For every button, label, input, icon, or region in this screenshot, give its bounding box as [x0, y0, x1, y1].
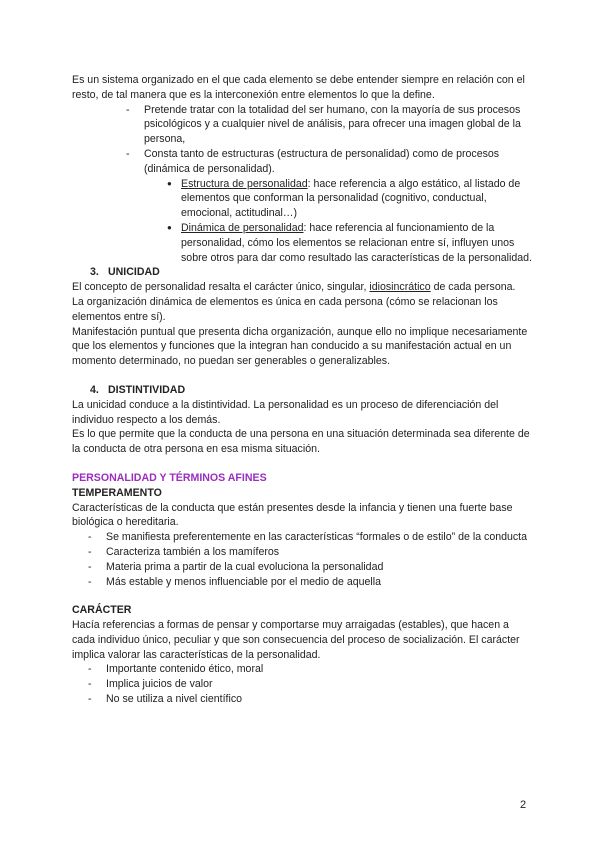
intro-dash-list: [72, 103, 532, 177]
list-item: - Caracteriza también a los mamíferos: [72, 545, 532, 560]
intro-paragraph: Es un sistema organizado en el que cada elemento se debe entender siempre en relación con el resto, de tal manera que es la interconexión entre elementos lo que la define.: [72, 74, 525, 101]
unicidad-heading: [72, 265, 532, 280]
term-definition: : hace referencia al funcionamiento de la personalidad, cómo los elementos se relacionan entre sí, influyen unos sobre otros para dar como resultado las características de la personalidad.: [181, 221, 532, 264]
intro-bullet-list: [72, 177, 532, 266]
caracter-list: [72, 662, 532, 706]
list-item: [72, 221, 532, 265]
temperamento-list: [72, 530, 532, 589]
list-item: [72, 177, 532, 221]
list-item: - Más estable y menos influenciable por el medio de aquella: [72, 575, 532, 590]
heading-number: 4.: [90, 383, 99, 396]
page-number: 2: [520, 799, 527, 811]
list-item: - Consta tanto de estructuras (estructura de personalidad) como de procesos (dinámica de personalidad).: [72, 147, 532, 177]
term-definition: : hace referencia a algo estático, al listado de elementos que conforman la personalidad (cognitivo, conductual, emocional, actitudinal…): [181, 177, 521, 220]
distintividad-heading: [72, 383, 532, 398]
term: Estructura de personalidad: [181, 177, 308, 190]
unicidad-paragraph-3: Manifestación puntual que presenta dicha organización, aunque ello no implique necesariamente que los elementos y funciones que la integran han conducido a su manifestación actual en un momento determinado, no puedan ser generables o generalizables.: [72, 325, 528, 368]
distintividad-paragraph-2: Es lo que permite que la conducta de una persona en una situación determinada sea diferente de la conducta de otra persona en esa misma situación.: [72, 428, 530, 456]
idiosincratico-link[interactable]: idiosincrático: [369, 281, 431, 294]
page-content: [72, 73, 532, 707]
list-item: - Materia prima a partir de la cual evoluciona la personalidad: [72, 560, 532, 575]
heading-text: DISTINTIVIDAD: [108, 383, 186, 396]
caracter-paragraph: Hacía referencias a formas de pensar y comportarse muy arraigadas (estables), que hacen a cada individuo único, peculiar y que son consecuencia del proceso de socialización. El carácter implica valorar las características de la personalidad.: [72, 619, 520, 661]
text-span: El concepto de personalidad resalta el carácter único, singular,: [72, 281, 370, 294]
spacer: [72, 369, 532, 383]
heading-text: UNICIDAD: [108, 266, 160, 279]
list-item: - No se utiliza a nivel científico: [72, 692, 532, 707]
section-title: PERSONALIDAD Y TÉRMINOS AFINES: [72, 471, 267, 484]
text-span: de cada persona.: [430, 281, 516, 294]
temperamento-heading: TEMPERAMENTO: [72, 486, 162, 499]
distintividad-paragraph-1: La unicidad conduce a la distintividad. La personalidad es un proceso de diferenciación del individuo respecto a los demás.: [72, 398, 499, 426]
list-item: - Implica juicios de valor: [72, 677, 532, 692]
unicidad-paragraph-2: La organización dinámica de elementos es única en cada persona (cómo se relacionan los elementos entre sí).: [72, 295, 498, 323]
temperamento-paragraph: Características de la conducta que están presentes desde la infancia y tienen una fuerte base biológica o hereditaria.: [72, 501, 513, 529]
list-item: - Importante contenido ético, moral: [72, 662, 532, 677]
heading-number: 3.: [90, 266, 99, 279]
spacer: [72, 457, 532, 471]
list-item: - Pretende tratar con la totalidad del ser humano, con la mayoría de sus procesos psicológicos y a cualquier nivel de análisis, para ofrecer una imagen global de la persona,: [72, 103, 532, 147]
term: Dinámica de personalidad: [181, 221, 304, 234]
unicidad-paragraph-1: [72, 280, 532, 295]
caracter-heading: CARÁCTER: [72, 604, 132, 617]
spacer: [72, 589, 532, 603]
list-item: - Se manifiesta preferentemente en las características “formales o de estilo” de la conducta: [72, 530, 532, 545]
